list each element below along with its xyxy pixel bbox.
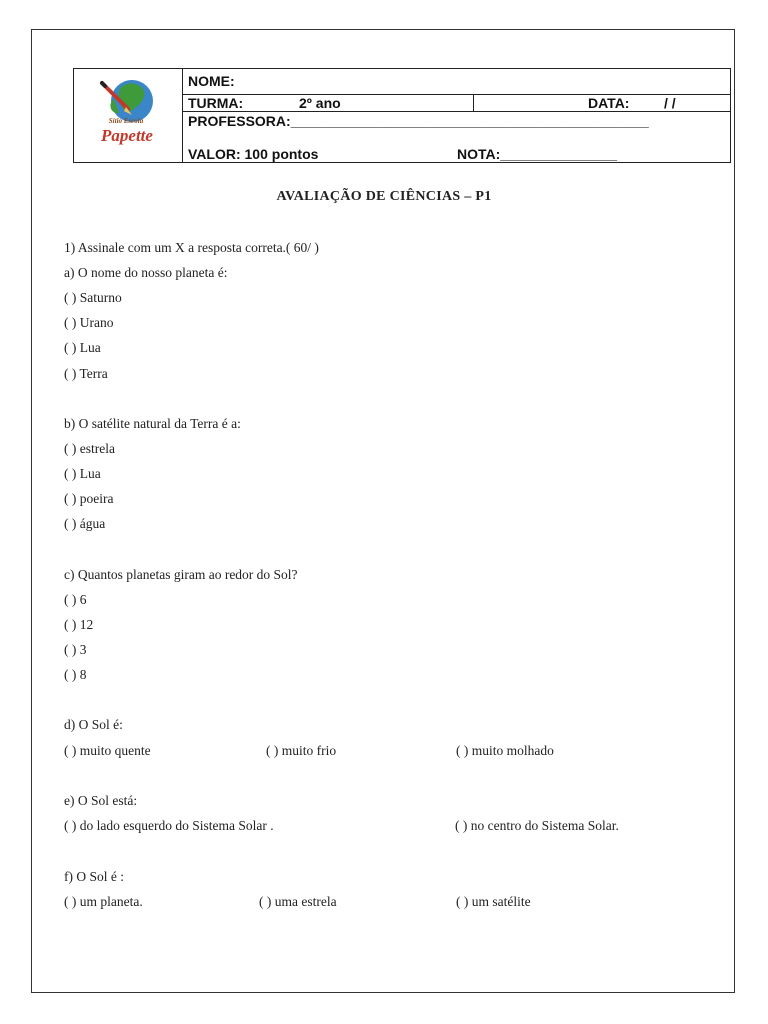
question-b-prompt: b) O satélite natural da Terra é a: [64, 416, 241, 431]
question-b-option[interactable]: ( ) poeira [64, 491, 114, 506]
question-d-option[interactable]: ( ) muito molhado [456, 743, 554, 758]
question-f-option[interactable]: ( ) uma estrela [259, 894, 337, 909]
globe-logo-icon [74, 69, 182, 162]
svg-text:Papette: Papette [101, 126, 153, 145]
question-c-option[interactable]: ( ) 6 [64, 592, 87, 607]
header-row-professora [183, 112, 730, 162]
nome-label: NOME: [188, 73, 235, 89]
nota-label: NOTA:_______________ [457, 146, 618, 162]
professora-label: PROFESSORA:______________________________________________ [188, 113, 649, 129]
question-b-option[interactable]: ( ) água [64, 516, 106, 531]
question-a-option[interactable]: ( ) Urano [64, 315, 114, 330]
header-table [73, 68, 731, 163]
school-logo [74, 69, 183, 162]
question-c-option[interactable]: ( ) 12 [64, 617, 94, 632]
data-label: DATA: [588, 95, 630, 111]
question-a-option[interactable]: ( ) Terra [64, 366, 108, 381]
question-f-prompt: f) O Sol é : [64, 869, 124, 884]
turma-value: 2º ano [299, 95, 341, 111]
question-b-option[interactable]: ( ) Lua [64, 466, 101, 481]
question-d-prompt: d) O Sol é: [64, 717, 123, 732]
page-title: AVALIAÇÃO DE CIÊNCIAS – P1 [276, 189, 492, 204]
question-e-option[interactable]: ( ) do lado esquerdo do Sistema Solar . [64, 818, 274, 833]
question-a-prompt: a) O nome do nosso planeta é: [64, 265, 228, 280]
valor-label: VALOR: 100 pontos [188, 146, 319, 162]
question-e-prompt: e) O Sol está: [64, 793, 138, 808]
question-a-option[interactable]: ( ) Lua [64, 340, 101, 355]
question-a-option[interactable]: ( ) Saturno [64, 290, 122, 305]
header-row-turma [183, 95, 730, 112]
page-border [31, 29, 735, 993]
data-value: / / [664, 95, 676, 111]
question-f-option[interactable]: ( ) um planeta. [64, 894, 143, 909]
instruction: 1) Assinale com um X a resposta correta.( 60/ ) [64, 240, 319, 255]
question-b-option[interactable]: ( ) estrela [64, 441, 115, 456]
question-d-option[interactable]: ( ) muito quente [64, 743, 151, 758]
header-divider [473, 95, 474, 112]
svg-text:Sítio Escola: Sítio Escola [108, 117, 144, 125]
question-e-option[interactable]: ( ) no centro do Sistema Solar. [455, 818, 619, 833]
question-c-option[interactable]: ( ) 8 [64, 667, 87, 682]
question-d-option[interactable]: ( ) muito frio [266, 743, 337, 758]
header-row-nome [183, 69, 730, 95]
question-c-option[interactable]: ( ) 3 [64, 642, 87, 657]
question-c-prompt: c) Quantos planetas giram ao redor do Sol? [64, 567, 298, 582]
question-f-option[interactable]: ( ) um satélite [456, 894, 531, 909]
turma-label: TURMA: [188, 95, 244, 111]
